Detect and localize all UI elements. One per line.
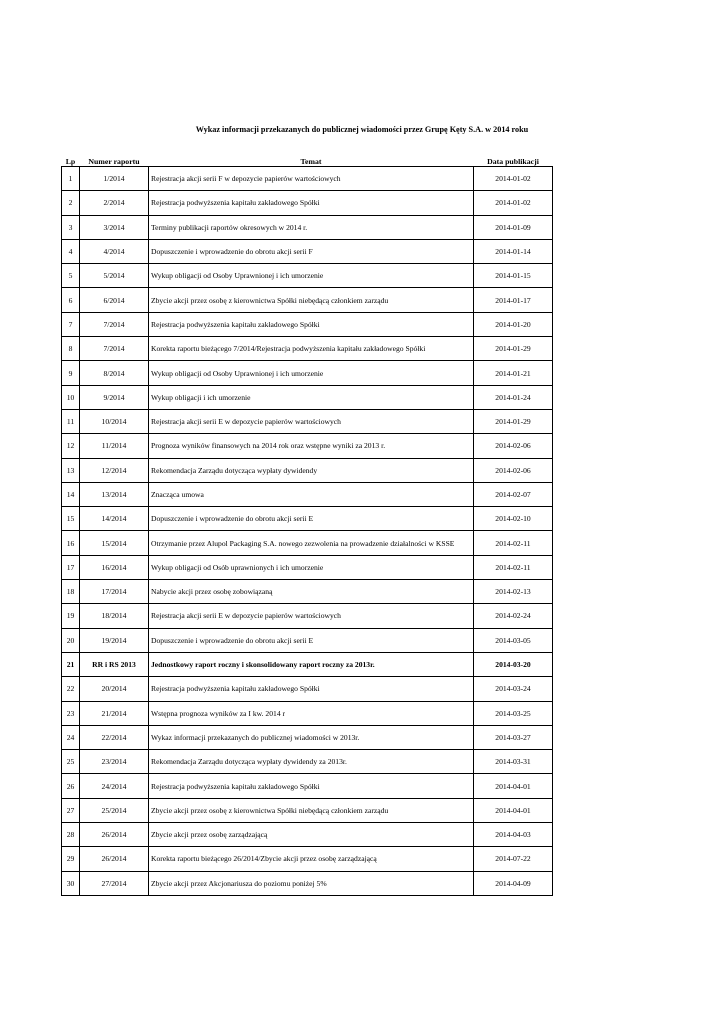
row-lp: 13 — [62, 458, 80, 482]
row-report-number: 27/2014 — [80, 871, 149, 895]
row-topic: Znacząca umowa — [149, 482, 474, 506]
row-lp: 4 — [62, 239, 80, 263]
row-report-number: 26/2014 — [80, 823, 149, 847]
row-topic: Terminy publikacji raportów okresowych w 2014 r. — [149, 215, 474, 239]
row-publication-date: 2014-02-24 — [474, 604, 553, 628]
row-topic: Rejestracja podwyższenia kapitału zakładowego Spółki — [149, 774, 474, 798]
row-topic: Dopuszczenie i wprowadzenie do obrotu akcji serii E — [149, 507, 474, 531]
row-lp: 10 — [62, 385, 80, 409]
row-report-number: 20/2014 — [80, 677, 149, 701]
row-publication-date: 2014-02-10 — [474, 507, 553, 531]
row-lp: 8 — [62, 337, 80, 361]
row-topic: Jednostkowy raport roczny i skonsolidowany raport roczny za 2013r. — [149, 652, 474, 676]
table-row — [62, 507, 553, 531]
table-row — [62, 191, 553, 215]
row-topic: Nabycie akcji przez osobę zobowiązaną — [149, 580, 474, 604]
table-row — [62, 871, 553, 895]
row-topic: Rejestracja akcji serii F w depozycie papierów wartościowych — [149, 167, 474, 191]
row-topic: Otrzymanie przez Alupol Packaging S.A. nowego zezwolenia na prowadzenie działalności w KSSE — [149, 531, 474, 555]
row-topic: Zbycie akcji przez Akcjonariusza do poziomu poniżej 5% — [149, 871, 474, 895]
row-topic: Wykup obligacji i ich umorzenie — [149, 385, 474, 409]
row-publication-date: 2014-03-31 — [474, 750, 553, 774]
row-lp: 20 — [62, 628, 80, 652]
row-topic: Wykup obligacji od Osób uprawnionych i ich umorzenie — [149, 555, 474, 579]
row-topic: Rejestracja podwyższenia kapitału zakładowego Spółki — [149, 677, 474, 701]
table-row — [62, 434, 553, 458]
row-publication-date: 2014-02-13 — [474, 580, 553, 604]
row-report-number: 19/2014 — [80, 628, 149, 652]
row-lp: 28 — [62, 823, 80, 847]
row-report-number: 23/2014 — [80, 750, 149, 774]
table-row — [62, 337, 553, 361]
table-row — [62, 167, 553, 191]
row-topic: Dopuszczenie i wprowadzenie do obrotu akcji serii F — [149, 239, 474, 263]
row-publication-date: 2014-04-03 — [474, 823, 553, 847]
table-row — [62, 701, 553, 725]
table-row — [62, 215, 553, 239]
table-row — [62, 288, 553, 312]
row-topic: Wykup obligacji od Osoby Uprawnionej i ich umorzenie — [149, 361, 474, 385]
row-report-number: 15/2014 — [80, 531, 149, 555]
row-topic: Rejestracja podwyższenia kapitału zakładowego Spółki — [149, 312, 474, 336]
row-publication-date: 2014-02-07 — [474, 482, 553, 506]
table-row — [62, 628, 553, 652]
row-topic: Korekta raportu bieżącego 7/2014/Rejestracja podwyższenia kapitału zakładowego Spółki — [149, 337, 474, 361]
row-topic: Rejestracja podwyższenia kapitału zakładowego Spółki — [149, 191, 474, 215]
row-lp: 12 — [62, 434, 80, 458]
row-lp: 25 — [62, 750, 80, 774]
row-publication-date: 2014-01-20 — [474, 312, 553, 336]
row-lp: 24 — [62, 725, 80, 749]
row-lp: 19 — [62, 604, 80, 628]
row-publication-date: 2014-01-02 — [474, 191, 553, 215]
row-publication-date: 2014-04-01 — [474, 774, 553, 798]
row-topic: Rekomendacja Zarządu dotycząca wypłaty dywidendy za 2013r. — [149, 750, 474, 774]
table-row — [62, 312, 553, 336]
row-publication-date: 2014-01-09 — [474, 215, 553, 239]
row-report-number: 21/2014 — [80, 701, 149, 725]
row-publication-date: 2014-01-14 — [474, 239, 553, 263]
row-report-number: 22/2014 — [80, 725, 149, 749]
row-publication-date: 2014-02-06 — [474, 458, 553, 482]
row-topic: Zbycie akcji przez osobę z kierownictwa Spółki niebędącą członkiem zarządu — [149, 798, 474, 822]
row-publication-date: 2014-01-24 — [474, 385, 553, 409]
table-row — [62, 385, 553, 409]
row-topic: Korekta raportu bieżącego 26/2014/Zbycie akcji przez osobę zarządzającą — [149, 847, 474, 871]
row-lp: 22 — [62, 677, 80, 701]
header-lp: Lp — [65, 157, 76, 166]
row-lp: 18 — [62, 580, 80, 604]
table-row — [62, 409, 553, 433]
row-lp: 23 — [62, 701, 80, 725]
table-row — [62, 798, 553, 822]
table-row — [62, 604, 553, 628]
row-topic: Rekomendacja Zarządu dotycząca wypłaty dywidendy — [149, 458, 474, 482]
row-lp: 3 — [62, 215, 80, 239]
row-report-number: 13/2014 — [80, 482, 149, 506]
row-report-number: 26/2014 — [80, 847, 149, 871]
table-row — [62, 239, 553, 263]
table-row — [62, 458, 553, 482]
row-report-number: 7/2014 — [80, 312, 149, 336]
table-row — [62, 580, 553, 604]
row-lp: 5 — [62, 264, 80, 288]
row-report-number: 8/2014 — [80, 361, 149, 385]
row-publication-date: 2014-03-05 — [474, 628, 553, 652]
row-publication-date: 2014-03-24 — [474, 677, 553, 701]
row-publication-date: 2014-02-06 — [474, 434, 553, 458]
row-report-number: RR i RS 2013 — [80, 652, 149, 676]
row-topic: Rejestracja akcji serii E w depozycie papierów wartościowych — [149, 604, 474, 628]
row-publication-date: 2014-02-11 — [474, 531, 553, 555]
row-lp: 17 — [62, 555, 80, 579]
row-lp: 30 — [62, 871, 80, 895]
table-row — [62, 264, 553, 288]
row-report-number: 1/2014 — [80, 167, 149, 191]
row-report-number: 16/2014 — [80, 555, 149, 579]
row-publication-date: 2014-04-01 — [474, 798, 553, 822]
table-row — [62, 677, 553, 701]
row-report-number: 3/2014 — [80, 215, 149, 239]
reports-table — [61, 153, 553, 896]
row-report-number: 18/2014 — [80, 604, 149, 628]
row-report-number: 2/2014 — [80, 191, 149, 215]
row-topic: Prognoza wyników finansowych na 2014 rok oraz wstępne wyniki za 2013 r. — [149, 434, 474, 458]
row-lp: 14 — [62, 482, 80, 506]
header-topic: Temat — [300, 157, 322, 166]
row-publication-date: 2014-01-17 — [474, 288, 553, 312]
row-publication-date: 2014-03-27 — [474, 725, 553, 749]
table-row — [62, 555, 553, 579]
row-report-number: 5/2014 — [80, 264, 149, 288]
row-lp: 27 — [62, 798, 80, 822]
row-lp: 2 — [62, 191, 80, 215]
row-report-number: 14/2014 — [80, 507, 149, 531]
row-topic: Wykup obligacji od Osoby Uprawnionej i ich umorzenie — [149, 264, 474, 288]
row-report-number: 9/2014 — [80, 385, 149, 409]
row-topic: Wykaz informacji przekazanych do publicznej wiadomości w 2013r. — [149, 725, 474, 749]
row-lp: 15 — [62, 507, 80, 531]
row-publication-date: 2014-01-29 — [474, 337, 553, 361]
table-row — [62, 725, 553, 749]
row-lp: 7 — [62, 312, 80, 336]
table-row — [62, 823, 553, 847]
row-topic: Wstępna prognoza wyników za I kw. 2014 r — [149, 701, 474, 725]
table-body — [62, 167, 553, 896]
row-lp: 26 — [62, 774, 80, 798]
row-report-number: 10/2014 — [80, 409, 149, 433]
table-row — [62, 847, 553, 871]
document-title: Wykaz informacji przekazanych do publicznej wiadomości przez Grupę Kęty S.A. w 2014 roku — [195, 125, 529, 134]
row-publication-date: 2014-01-15 — [474, 264, 553, 288]
table-header-row — [62, 153, 553, 167]
row-topic: Rejestracja akcji serii E w depozycie papierów wartościowych — [149, 409, 474, 433]
header-report-number: Numer raportu — [88, 157, 140, 166]
header-publication-date: Data publikacji — [487, 157, 539, 166]
row-report-number: 11/2014 — [80, 434, 149, 458]
table-row — [62, 774, 553, 798]
table-row — [62, 482, 553, 506]
row-lp: 29 — [62, 847, 80, 871]
row-publication-date: 2014-03-25 — [474, 701, 553, 725]
row-report-number: 12/2014 — [80, 458, 149, 482]
row-report-number: 6/2014 — [80, 288, 149, 312]
row-publication-date: 2014-02-11 — [474, 555, 553, 579]
row-publication-date: 2014-01-29 — [474, 409, 553, 433]
row-lp: 9 — [62, 361, 80, 385]
row-lp: 16 — [62, 531, 80, 555]
row-publication-date: 2014-04-09 — [474, 871, 553, 895]
row-lp: 6 — [62, 288, 80, 312]
row-publication-date: 2014-03-20 — [474, 652, 553, 676]
table-row — [62, 750, 553, 774]
row-report-number: 25/2014 — [80, 798, 149, 822]
row-report-number: 24/2014 — [80, 774, 149, 798]
row-publication-date: 2014-01-02 — [474, 167, 553, 191]
row-lp: 1 — [62, 167, 80, 191]
row-lp: 11 — [62, 409, 80, 433]
table-row — [62, 652, 553, 676]
row-publication-date: 2014-01-21 — [474, 361, 553, 385]
row-publication-date: 2014-07-22 — [474, 847, 553, 871]
row-topic: Zbycie akcji przez osobę z kierownictwa Spółki niebędącą członkiem zarządu — [149, 288, 474, 312]
row-report-number: 17/2014 — [80, 580, 149, 604]
row-report-number: 4/2014 — [80, 239, 149, 263]
table-row — [62, 361, 553, 385]
row-report-number: 7/2014 — [80, 337, 149, 361]
row-topic: Zbycie akcji przez osobę zarządzającą — [149, 823, 474, 847]
row-topic: Dopuszczenie i wprowadzenie do obrotu akcji serii E — [149, 628, 474, 652]
row-lp: 21 — [62, 652, 80, 676]
table-row — [62, 531, 553, 555]
